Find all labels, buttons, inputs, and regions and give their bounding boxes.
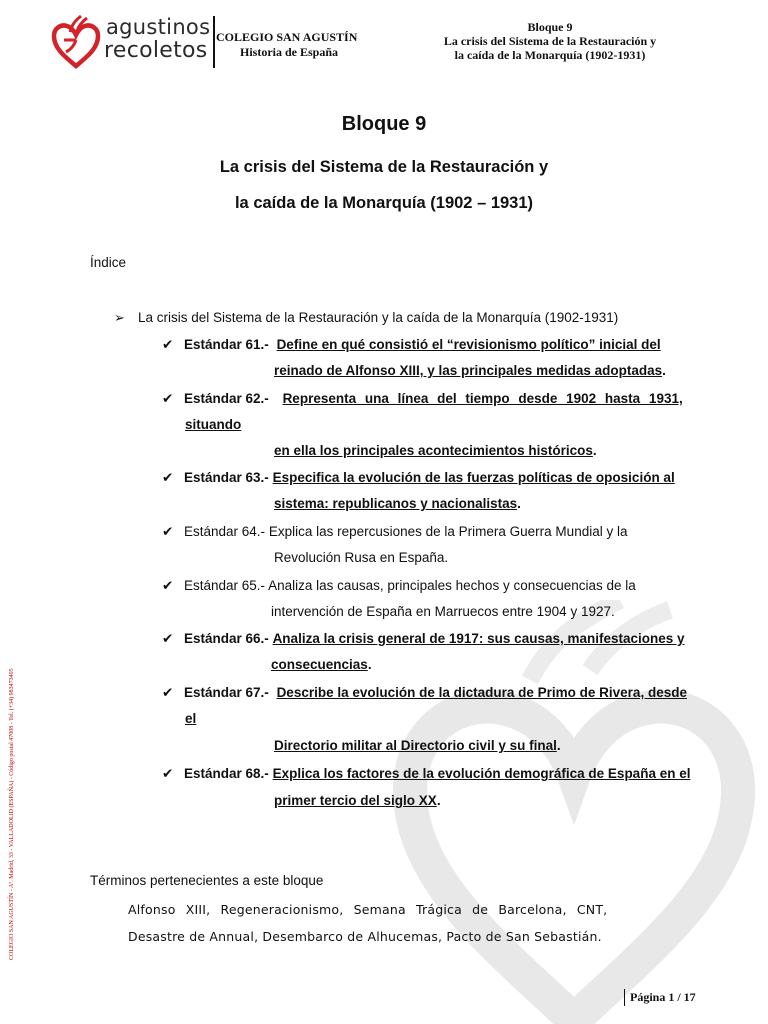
standard-61	[162, 336, 661, 354]
standard-text-line2: primer tercio del siglo XX	[274, 793, 437, 808]
standard-68-line2: primer tercio del siglo XX.	[274, 793, 441, 808]
page-subtitle-2: la caída de la Monarquía (1902 – 1931)	[234, 194, 534, 212]
standard-63	[162, 469, 675, 487]
standard-67	[162, 684, 687, 702]
standard-text-line1: Analiza la crisis general de 1917: sus causas, manifestaciones y	[272, 631, 685, 646]
standard-label: Estándar 62.-	[184, 391, 269, 406]
checkmark-icon: ✔	[162, 685, 174, 700]
arrow-bullet-icon: ➢	[114, 310, 125, 325]
school-address-vertical: COLEGIO SAN AGUSTÍN - Aº. Madrid, 33 - VALLADOLID (ESPAÑA) - Código postal 47008 - Tel. (+34) 983473405	[9, 668, 15, 960]
standard-62-line2: situando	[185, 417, 242, 432]
header-school-name: COLEGIO SAN AGUSTÍN	[216, 30, 358, 44]
standard-text-line2: consecuencias	[271, 657, 368, 672]
header-block-title-2: la caída de la Monarquía (1902-1931)	[454, 48, 646, 62]
checkmark-icon: ✔	[162, 391, 174, 406]
standard-text-line1: Explica los factores de la evolución demográfica de España en el	[272, 766, 691, 781]
standard-label: Estándar 61.-	[184, 337, 269, 352]
index-item-text: La crisis del Sistema de la Restauración y la caída de la Monarquía (1902-1931)	[138, 310, 619, 325]
header-block-title-1: La crisis del Sistema de la Restauración y	[443, 34, 657, 48]
standard-61-line2: reinado de Alfonso XIII, y las principales medidas adoptadas.	[274, 363, 666, 378]
checkmark-icon: ✔	[162, 337, 174, 352]
standard-text-line3: Directorio militar al Directorio civil y su final	[274, 738, 557, 753]
page-subtitle-1: La crisis del Sistema de la Restauración y	[219, 158, 549, 176]
index-heading: Índice	[90, 255, 127, 270]
standard-62-line3: en ella los principales acontecimientos históricos.	[274, 443, 597, 458]
standard-67-line2: el	[185, 711, 197, 726]
standard-text-line1: Especifica la evolución de las fuerzas políticas de oposición al	[272, 470, 675, 485]
standard-64	[162, 523, 627, 541]
page-number: Página 1 / 17	[630, 990, 696, 1004]
header-block-info	[400, 20, 700, 62]
standard-text-line1: Define en qué consistió el “revisionismo político” inicial del	[276, 337, 661, 352]
standard-text-line1: Describe la evolución de la dictadura de Primo de Rivera, desde	[276, 685, 687, 700]
standard-label: Estándar 68.-	[184, 766, 269, 781]
standard-63-line2: sistema: republicanos y nacionalistas.	[274, 496, 521, 511]
standard-65-line2: intervención de España en Marruecos entre 1904 y 1927.	[271, 604, 615, 619]
checkmark-icon: ✔	[162, 470, 174, 485]
checkmark-icon: ✔	[162, 631, 174, 646]
standard-text-line2: sistema: republicanos y nacionalistas	[274, 496, 518, 511]
standard-65	[162, 577, 636, 595]
standard-66-line2: consecuencias.	[271, 657, 372, 672]
checkmark-icon: ✔	[162, 578, 174, 593]
standard-label: Estándar 66.-	[184, 631, 269, 646]
terms-heading: Términos pertenecientes a este bloque	[90, 873, 324, 888]
standard-label: Estándar 64.-	[184, 524, 266, 539]
standard-label: Estándar 65.-	[184, 578, 266, 593]
standard-text-line1: Explica las repercusiones de la Primera Guerra Mundial y la	[268, 524, 628, 539]
header-divider	[213, 16, 215, 68]
terms-line-2: Desastre de Annual, Desembarco de Alhucemas, Pacto de San Sebastián.	[128, 929, 602, 944]
standard-67-line3: Directorio militar al Directorio civil y su final.	[274, 738, 561, 753]
header-subject: Historia de España	[240, 45, 339, 59]
standard-text-line2: reinado de Alfonso XIII, y las principales medidas adoptadas	[274, 363, 663, 378]
terms-line-1: Alfonso XIII, Regeneracionismo, Semana Trágica de Barcelona, CNT,	[128, 902, 608, 917]
checkmark-icon: ✔	[162, 524, 174, 539]
agustinos-heart-logo-icon	[50, 14, 102, 70]
standard-62	[162, 390, 683, 408]
index-item	[114, 310, 618, 326]
standard-text-line1: Representa una línea del tiempo desde 1902 hasta 1931,	[282, 391, 683, 406]
page-title: Bloque 9	[341, 113, 427, 135]
standard-68	[162, 765, 690, 783]
standard-64-line2: Revolución Rusa en España.	[274, 550, 449, 565]
standard-label: Estándar 67.-	[184, 685, 269, 700]
watermark-heart-icon	[380, 600, 768, 1024]
logo-text-line2: recoletos	[104, 38, 208, 63]
standard-66	[162, 630, 685, 648]
footer-divider	[624, 989, 625, 1006]
standard-text-line1: Analiza las causas, principales hechos y consecuencias de la	[268, 578, 636, 593]
standard-label: Estándar 63.-	[184, 470, 269, 485]
checkmark-icon: ✔	[162, 766, 174, 781]
logo-text-line1: agustinos	[106, 15, 211, 39]
standard-text-line3: en ella los principales acontecimientos históricos	[274, 443, 593, 458]
header-block: Bloque 9	[527, 20, 573, 34]
